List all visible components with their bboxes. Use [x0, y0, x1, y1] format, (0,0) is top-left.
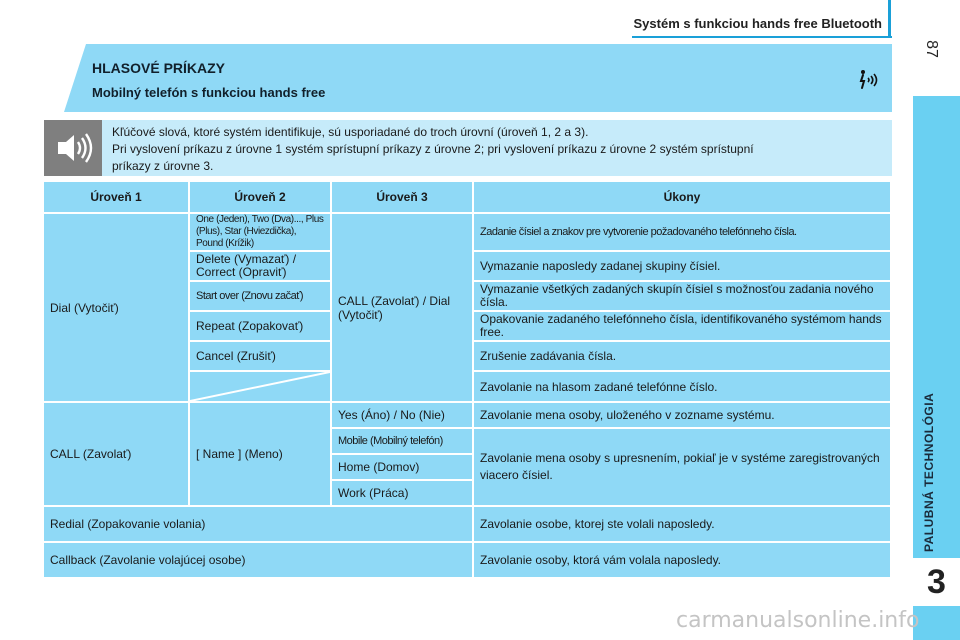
banner-title: HLASOVÉ PRÍKAZY	[92, 60, 226, 76]
col-header-level2: Úroveň 2	[190, 182, 332, 214]
col-header-level3: Úroveň 3	[332, 182, 474, 214]
watermark: carmanualsonline.info	[676, 608, 920, 633]
table-row	[44, 214, 892, 252]
table-row	[44, 403, 892, 429]
section-banner	[86, 44, 892, 112]
col-header-level1: Úroveň 1	[44, 182, 190, 214]
redial-command: Redial (Zopakovanie volania)	[44, 507, 474, 543]
callback-command: Callback (Zavolanie volajúcej osobe)	[44, 543, 474, 579]
header-rule	[632, 36, 892, 38]
call-level2: [ Name ] (Meno)	[190, 403, 332, 507]
call-work-command: Work (Práca)	[332, 481, 474, 507]
info-text	[112, 124, 882, 175]
header-vertical-rule	[888, 0, 891, 36]
dial-level1: Dial (Vytočiť)	[44, 214, 190, 403]
dial-delete-command: Delete (Vymazať) / Correct (Opraviť)	[190, 252, 332, 282]
chapter-number: 3	[913, 558, 960, 606]
dial-digits-action: Zadanie čísiel a znakov pre vytvorenie požadovaného telefónneho čísla.	[474, 214, 892, 252]
call-multi-action: Zavolanie mena osoby s upresnením, pokiaľ je v systéme zaregistrovaných viacero čísiel.	[474, 429, 892, 507]
col-header-actions: Úkony	[474, 182, 892, 214]
dial-digits-command: One (Jeden), Two (Dva)..., Plus (Plus), Star (Hviezdička), Pound (Krížik)	[190, 214, 332, 252]
dial-repeat-action: Opakovanie zadaného telefónneho čísla, identifikovaného systémom hands free.	[474, 312, 892, 342]
info-line: príkazy z úrovne 3.	[112, 159, 214, 173]
table-row	[44, 507, 892, 543]
table-row	[44, 543, 892, 579]
page-number: 87	[922, 40, 940, 58]
speaker-icon	[44, 120, 102, 176]
info-line: Kľúčové slová, ktoré systém identifikuje, sú usporiadané do troch úrovní (úroveň 1, 2 a 3).	[112, 125, 589, 139]
voice-commands-table	[44, 182, 892, 579]
banner-subtitle: Mobilný telefón s funkciou hands free	[92, 85, 326, 100]
dial-startover-action: Vymazanie všetkých zadaných skupín čísiel s možnosťou zadania nového čísla.	[474, 282, 892, 312]
dial-call-action: Zavolanie na hlasom zadané telefónne číslo.	[474, 372, 892, 403]
dial-startover-command: Start over (Znovu začať)	[190, 282, 332, 312]
voice-command-icon	[856, 68, 880, 92]
call-mobile-command: Mobile (Mobilný telefón)	[332, 429, 474, 455]
dial-cancel-action: Zrušenie zadávania čísla.	[474, 342, 892, 372]
dial-delete-action: Vymazanie naposledy zadanej skupiny čísiel.	[474, 252, 892, 282]
call-level1: CALL (Zavolať)	[44, 403, 190, 507]
empty-cell-slash	[190, 372, 330, 401]
dial-level3: CALL (Zavolať) / Dial (Vytočiť)	[332, 214, 474, 403]
call-yesno-action: Zavolanie mena osoby, uloženého v zozname systému.	[474, 403, 892, 429]
dial-empty-command	[190, 372, 332, 403]
call-home-command: Home (Domov)	[332, 455, 474, 481]
call-yesno-command: Yes (Áno) / No (Nie)	[332, 403, 474, 429]
callback-action: Zavolanie osoby, ktorá vám volala naposledy.	[474, 543, 892, 579]
table-header-row	[44, 182, 892, 214]
redial-action: Zavolanie osobe, ktorej ste volali naposledy.	[474, 507, 892, 543]
page-header-title: Systém s funkciou hands free Bluetooth	[633, 16, 882, 31]
banner-corner	[64, 44, 86, 112]
dial-cancel-command: Cancel (Zrušiť)	[190, 342, 332, 372]
dial-repeat-command: Repeat (Zopakovať)	[190, 312, 332, 342]
info-line: Pri vyslovení príkazu z úrovne 1 systém sprístupní príkazy z úrovne 2; pri vyslovení príkazu z úrovne 2 systém sprístupní	[112, 142, 754, 156]
